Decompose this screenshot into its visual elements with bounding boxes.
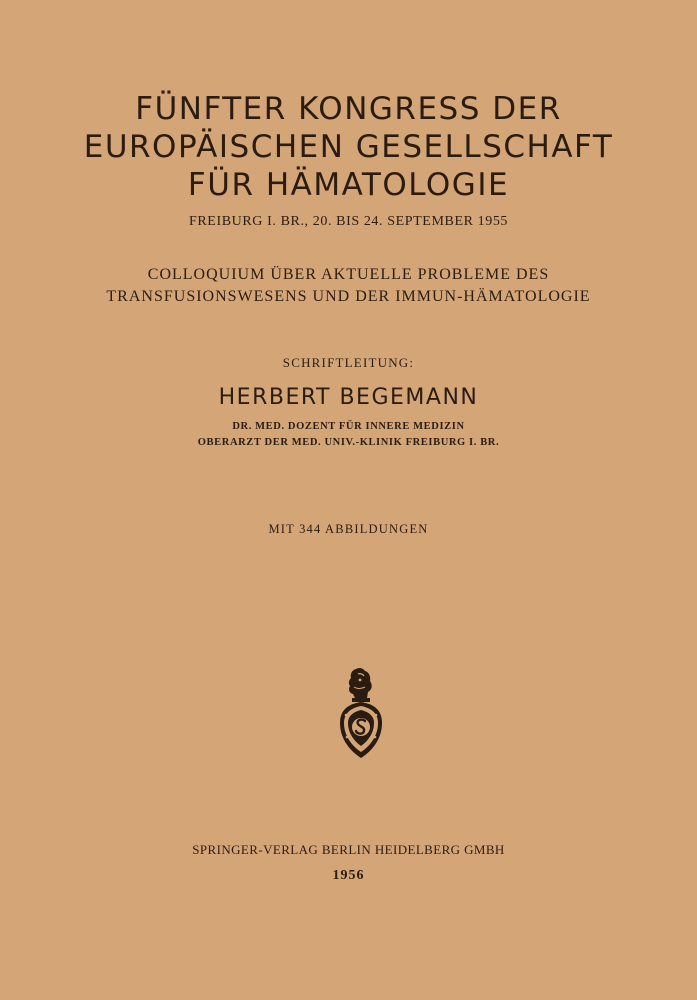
colloquium-subtitle bbox=[0, 264, 697, 308]
editor-name: HERBERT BEGEMANN bbox=[218, 385, 479, 410]
editor-details bbox=[0, 419, 697, 451]
book-title-line-1: FÜNFTER KONGRESS DER bbox=[135, 91, 562, 127]
publication-year: 1956 bbox=[332, 868, 365, 883]
colloquium-line-2: TRANSFUSIONSWESENS UND DER IMMUN-HÄMATOLOGIE bbox=[106, 288, 591, 305]
editor-detail-line-2: OBERARZT DER MED. UNIV.-KLINIK FREIBURG I. BR. bbox=[197, 437, 500, 448]
book-title-line-3: FÜR HÄMATOLOGIE bbox=[187, 167, 510, 203]
publisher: SPRINGER-VERLAG BERLIN HEIDELBERG GMBH bbox=[192, 842, 505, 857]
springer-knight-emblem-icon bbox=[334, 665, 388, 763]
book-title-line-2: EUROPÄISCHEN GESELLSCHAFT bbox=[83, 129, 614, 165]
event-place-date: FREIBURG I. BR., 20. BIS 24. SEPTEMBER 1955 bbox=[188, 214, 509, 229]
figures-count: MIT 344 ABBILDUNGEN bbox=[268, 522, 429, 536]
editor-detail-line-1: DR. MED. DOZENT FÜR INNERE MEDIZIN bbox=[232, 421, 465, 432]
editor-label: SCHRIFTLEITUNG: bbox=[282, 355, 415, 370]
book-title bbox=[0, 90, 697, 204]
colloquium-line-1: COLLOQUIUM ÜBER AKTUELLE PROBLEME DES bbox=[147, 266, 550, 283]
